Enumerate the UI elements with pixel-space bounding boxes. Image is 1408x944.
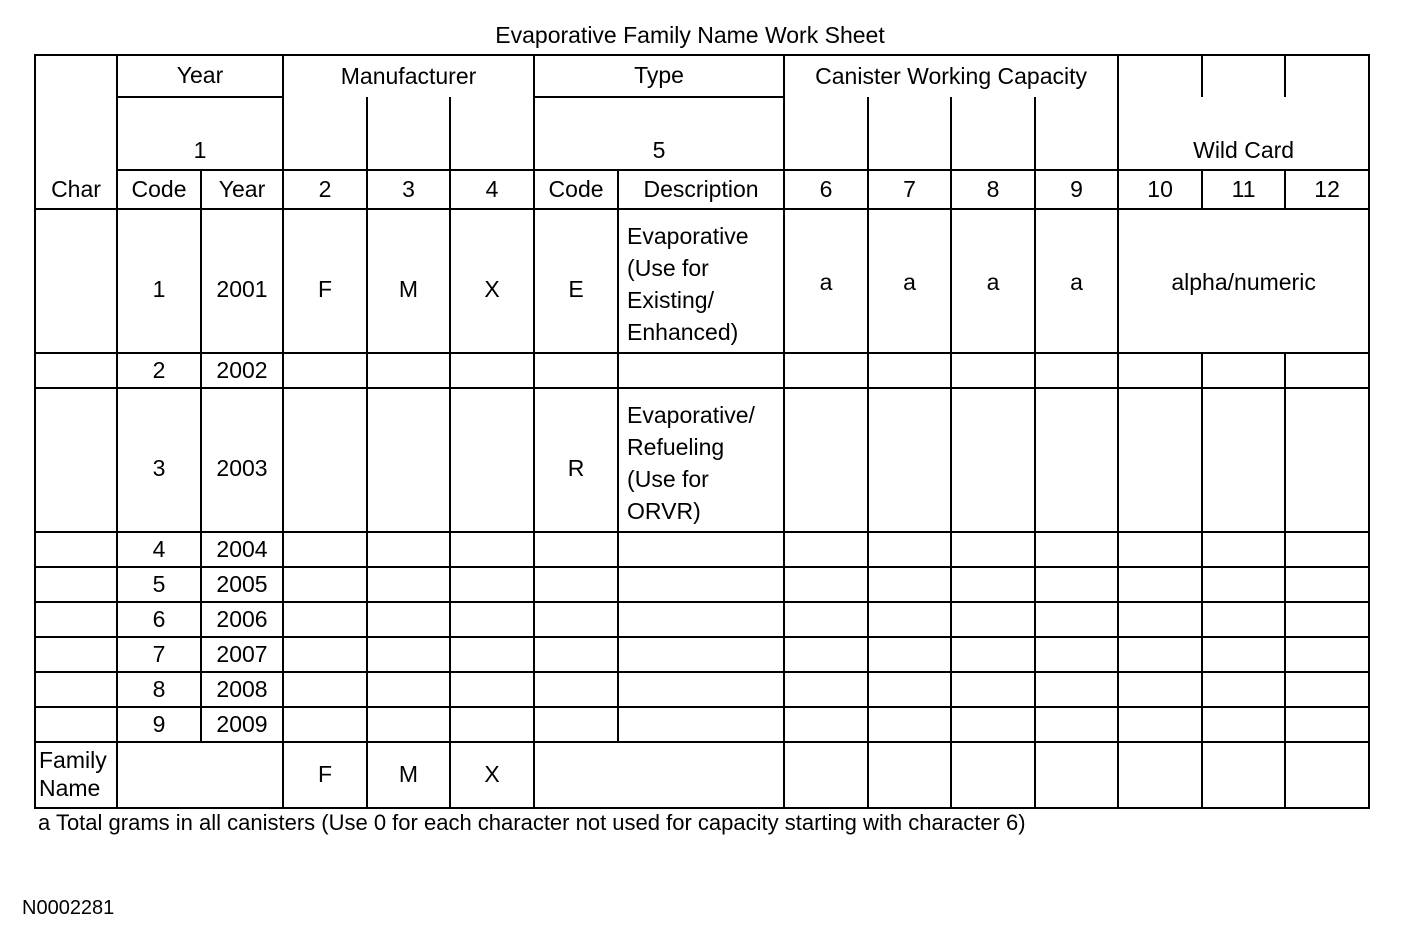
year-code-cell: 9 (117, 707, 201, 742)
char-header: Char (35, 55, 117, 209)
year-code-cell: 2 (117, 353, 201, 388)
table-row (35, 532, 1369, 567)
char-8-header: 8 (951, 170, 1035, 209)
type-description-cell: Evaporative (Use for Existing/ Enhanced) (618, 209, 784, 353)
type-position-label: 5 (534, 97, 784, 170)
table-row (35, 353, 1369, 388)
char-6-header: 6 (784, 170, 868, 209)
year-year-header: Year (201, 170, 283, 209)
char-12-header: 12 (1285, 170, 1369, 209)
char-3-header: 3 (367, 170, 450, 209)
position-header-row (35, 97, 1369, 170)
table-row (35, 637, 1369, 672)
type-code-header: Code (534, 170, 618, 209)
manufacturer-char-3-cell: M (367, 209, 450, 353)
family-char-4-cell: X (450, 742, 534, 808)
evaporative-family-table (34, 54, 1370, 809)
year-cell: 2003 (201, 388, 283, 532)
year-cell: 2001 (201, 209, 283, 353)
footnote: a Total grams in all canisters (Use 0 for each character not used for capacity starting with character 6) (38, 810, 1026, 835)
figure-id: N0002281 (22, 897, 115, 919)
family-char-3-cell: M (367, 742, 450, 808)
year-code-cell: 7 (117, 637, 201, 672)
manufacturer-char-2-cell: F (283, 209, 367, 353)
char-4-header: 4 (450, 170, 534, 209)
family-name-row (35, 742, 1369, 808)
char-7-header: 7 (868, 170, 951, 209)
year-cell: 2007 (201, 637, 283, 672)
year-cell: 2004 (201, 532, 283, 567)
capacity-group-header: Canister Working Capacity (784, 55, 1118, 97)
type-code-cell: E (534, 209, 618, 353)
year-cell: 2008 (201, 672, 283, 707)
capacity-char-8-cell: a (951, 209, 1035, 353)
capacity-char-7-cell: a (868, 209, 951, 353)
capacity-char-9-cell: a (1035, 209, 1118, 353)
year-cell: 2002 (201, 353, 283, 388)
wildcard-cell: alpha/numeric (1118, 209, 1369, 353)
manufacturer-group-header: Manufacturer (283, 55, 534, 97)
type-description-header: Description (618, 170, 784, 209)
table-row (35, 602, 1369, 637)
year-code-cell: 5 (117, 567, 201, 602)
year-cell: 2006 (201, 602, 283, 637)
table-row (35, 672, 1369, 707)
worksheet-title: Evaporative Family Name Work Sheet (495, 22, 885, 48)
char-11-header: 11 (1202, 170, 1285, 209)
year-cell: 2005 (201, 567, 283, 602)
wildcard-group-header: Wild Card (1118, 97, 1369, 170)
year-code-cell: 4 (117, 532, 201, 567)
char-9-header: 9 (1035, 170, 1118, 209)
type-description-cell: Evaporative/ Refueling (Use for ORVR) (618, 388, 784, 532)
table-row (35, 707, 1369, 742)
manufacturer-char-4-cell: X (450, 209, 534, 353)
table-row (35, 209, 1369, 353)
year-position-label: 1 (117, 97, 283, 170)
year-code-cell: 1 (117, 209, 201, 353)
year-code-cell: 8 (117, 672, 201, 707)
family-char-2-cell: F (283, 742, 367, 808)
year-code-cell: 6 (117, 602, 201, 637)
column-header-row (35, 170, 1369, 209)
group-header-row (35, 55, 1369, 97)
type-code-cell: R (534, 388, 618, 532)
type-group-header: Type (534, 55, 784, 97)
capacity-char-6-cell: a (784, 209, 868, 353)
year-group-header: Year (117, 55, 283, 97)
year-code-header: Code (117, 170, 201, 209)
char-2-header: 2 (283, 170, 367, 209)
table-row (35, 388, 1369, 532)
char-10-header: 10 (1118, 170, 1202, 209)
year-code-cell: 3 (117, 388, 201, 532)
table-row (35, 567, 1369, 602)
year-cell: 2009 (201, 707, 283, 742)
family-name-label: Family Name (35, 742, 117, 808)
